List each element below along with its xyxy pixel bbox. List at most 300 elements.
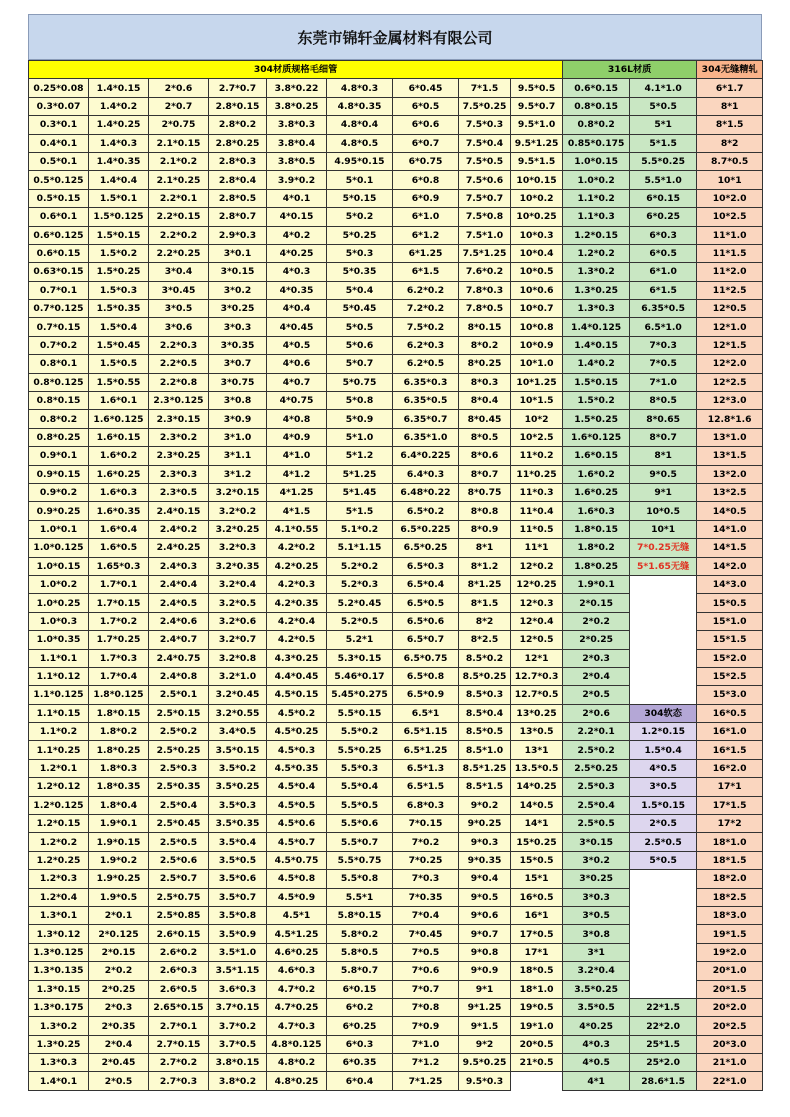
table-cell: 14*3.0: [697, 575, 763, 593]
table-cell: 6.5*0.3: [393, 557, 459, 575]
table-cell: 1.2*0.2: [29, 833, 89, 851]
table-cell: 5.1*1.15: [327, 539, 393, 557]
table-cell: 304软态: [630, 704, 697, 722]
table-cell: 12*0.5: [697, 300, 763, 318]
table-cell: 0.9*0.25: [29, 502, 89, 520]
table-cell: 1.6*0.4: [89, 520, 149, 538]
table-cell: 2.2*0.2: [149, 226, 209, 244]
table-cell: [630, 686, 697, 704]
table-cell: 7.5*0.2: [393, 318, 459, 336]
table-cell: 15*1.5: [697, 631, 763, 649]
table-cell: 19*2.0: [697, 943, 763, 961]
table-cell: 4.5*0.7: [267, 833, 327, 851]
table-cell: 8*1.5: [697, 116, 763, 134]
table-cell: 8*0.7: [630, 428, 697, 446]
table-cell: 1.7*0.25: [89, 631, 149, 649]
table-cell: 0.8*0.25: [29, 428, 89, 446]
table-cell: 3.7*0.5: [209, 1035, 267, 1053]
table-row: [29, 134, 763, 152]
table-cell: 9*2: [459, 1035, 511, 1053]
table-cell: 4.2*0.25: [267, 557, 327, 575]
table-cell: 2.9*0.3: [209, 226, 267, 244]
table-cell: 6*1.5: [393, 263, 459, 281]
table-cell: 7.6*0.2: [459, 263, 511, 281]
table-cell: 7*0.5: [393, 943, 459, 961]
table-cell: 6*1.5: [630, 281, 697, 299]
table-cell: 2.4*0.25: [149, 539, 209, 557]
table-cell: 0.7*0.1: [29, 281, 89, 299]
table-cell: 2*0.6: [149, 79, 209, 97]
table-cell: 14*1.5: [697, 539, 763, 557]
table-cell: 1.5*0.15: [563, 373, 630, 391]
table-cell: 2.6*0.15: [149, 925, 209, 943]
table-cell: 3.5*0.4: [209, 833, 267, 851]
table-cell: 4.7*0.3: [267, 1017, 327, 1035]
table-cell: 17*1: [697, 778, 763, 796]
table-cell: 2.4*0.8: [149, 667, 209, 685]
table-cell: 6*1.2: [393, 226, 459, 244]
table-cell: 0.6*0.1: [29, 208, 89, 226]
table-cell: 6.5*0.7: [393, 631, 459, 649]
table-cell: 7.5*0.4: [459, 134, 511, 152]
table-cell: 6.5*1.15: [393, 723, 459, 741]
table-row: [29, 97, 763, 115]
table-cell: 5*0.45: [327, 300, 393, 318]
table-cell: [630, 612, 697, 630]
table-cell: 1.3*0.3: [563, 300, 630, 318]
table-cell: 6*0.7: [393, 134, 459, 152]
table-cell: 16*1.0: [697, 723, 763, 741]
table-cell: 4*0.1: [267, 189, 327, 207]
table-cell: 4.95*0.15: [327, 152, 393, 170]
table-cell: 1.5*0.55: [89, 373, 149, 391]
table-cell: 3.2*0.4: [563, 962, 630, 980]
table-cell: 2.8*0.4: [209, 171, 267, 189]
table-cell: 10*0.6: [511, 281, 563, 299]
table-cell: 3.2*0.8: [209, 649, 267, 667]
table-cell: 4.2*0.5: [267, 631, 327, 649]
table-cell: 1.7*0.2: [89, 612, 149, 630]
table-cell: 3*0.5: [630, 778, 697, 796]
table-cell: 8.5*0.4: [459, 704, 511, 722]
table-cell: 0.5*0.125: [29, 171, 89, 189]
table-cell: 4.5*0.4: [267, 778, 327, 796]
table-cell: 0.8*0.2: [563, 116, 630, 134]
table-cell: 5*1.45: [327, 483, 393, 501]
table-cell: 2.2*0.5: [149, 355, 209, 373]
table-cell: 14*1.0: [697, 520, 763, 538]
table-cell: 7*0.8: [393, 998, 459, 1016]
table-cell: 5.3*0.15: [327, 649, 393, 667]
table-cell: 1.6*0.2: [563, 465, 630, 483]
table-cell: 12.8*1.6: [697, 410, 763, 428]
table-row: [29, 226, 763, 244]
table-cell: 3*0.3: [209, 318, 267, 336]
table-cell: [630, 962, 697, 980]
table-cell: 7*0.5: [630, 355, 697, 373]
table-cell: 0.8*0.125: [29, 373, 89, 391]
company-title: 东莞市锦轩金属材料有限公司: [297, 28, 493, 47]
table-cell: 4.5*0.75: [267, 851, 327, 869]
table-cell: 6.5*0.6: [393, 612, 459, 630]
table-cell: 0.3*0.1: [29, 116, 89, 134]
table-cell: 2.5*0.3: [563, 778, 630, 796]
table-row: [29, 998, 763, 1016]
table-cell: 18*2.0: [697, 870, 763, 888]
table-cell: 7.5*1.0: [459, 226, 511, 244]
header-304-capillary: 304材质规格毛细管: [29, 61, 563, 79]
table-cell: 10*0.15: [511, 171, 563, 189]
table-cell: 4.6*0.3: [267, 962, 327, 980]
table-cell: 4.5*1.25: [267, 925, 327, 943]
table-cell: 7.5*0.6: [459, 171, 511, 189]
table-cell: 1.5*0.25: [563, 410, 630, 428]
table-cell: 5*1.0: [327, 428, 393, 446]
table-cell: 1.3*0.1: [29, 906, 89, 924]
table-cell: 2.65*0.15: [149, 998, 209, 1016]
table-cell: 3.6*0.3: [209, 980, 267, 998]
table-cell: 3*0.45: [149, 281, 209, 299]
table-cell: 3*0.4: [149, 263, 209, 281]
table-cell: 8*0.2: [459, 336, 511, 354]
table-cell: 13*1: [511, 741, 563, 759]
table-cell: 4.3*0.25: [267, 649, 327, 667]
table-cell: 2.5*0.1: [149, 686, 209, 704]
table-row: [29, 980, 763, 998]
table-cell: 7*1.25: [393, 1072, 459, 1090]
table-cell: 6.35*0.5: [393, 392, 459, 410]
table-cell: 6*0.35: [327, 1054, 393, 1072]
table-cell: 3.2*0.7: [209, 631, 267, 649]
table-cell: 2*0.45: [89, 1054, 149, 1072]
table-cell: 9.5*1.25: [511, 134, 563, 152]
table-cell: 7.5*1.25: [459, 244, 511, 262]
table-cell: 1.5*0.2: [563, 392, 630, 410]
table-cell: 9.5*0.7: [511, 97, 563, 115]
table-cell: 5.46*0.17: [327, 667, 393, 685]
table-cell: 5.5*0.7: [327, 833, 393, 851]
table-cell: 6.5*0.4: [393, 575, 459, 593]
spec-table: [28, 60, 763, 1091]
table-cell: 9.5*1.0: [511, 116, 563, 134]
table-cell: 9*1: [459, 980, 511, 998]
table-cell: 3.5*1.0: [209, 943, 267, 961]
table-cell: 1.0*0.15: [563, 152, 630, 170]
table-cell: 13*2.0: [697, 465, 763, 483]
table-cell: 3*0.9: [209, 410, 267, 428]
table-cell: 2*0.25: [89, 980, 149, 998]
table-row: [29, 833, 763, 851]
table-cell: 10*1: [697, 171, 763, 189]
table-row: [29, 1035, 763, 1053]
table-cell: 17*2: [697, 815, 763, 833]
table-cell: 7*0.2: [393, 833, 459, 851]
table-cell: 4.5*0.9: [267, 888, 327, 906]
table-cell: 15*2.0: [697, 649, 763, 667]
table-cell: 9*1.25: [459, 998, 511, 1016]
table-cell: 4.2*0.2: [267, 539, 327, 557]
table-cell: 4*0.5: [630, 759, 697, 777]
table-cell: 5.5*1.0: [630, 171, 697, 189]
table-cell: 5*0.7: [327, 355, 393, 373]
table-cell: 0.6*0.15: [29, 244, 89, 262]
table-cell: 2.5*0.35: [149, 778, 209, 796]
table-cell: 2*0.3: [563, 649, 630, 667]
table-cell: 20*1.5: [697, 980, 763, 998]
table-row: [29, 336, 763, 354]
table-cell: 0.8*0.2: [29, 410, 89, 428]
table-cell: 1.5*0.3: [89, 281, 149, 299]
table-cell: 11*1.5: [697, 244, 763, 262]
table-cell: 4*0.3: [563, 1035, 630, 1053]
table-cell: 8.5*1.25: [459, 759, 511, 777]
table-cell: 6*0.15: [630, 189, 697, 207]
table-cell: 6*0.6: [393, 116, 459, 134]
table-cell: 0.5*0.15: [29, 189, 89, 207]
table-cell: 5*0.75: [327, 373, 393, 391]
table-row: [29, 318, 763, 336]
table-cell: 10*2: [511, 410, 563, 428]
table-cell: 3.5*0.7: [209, 888, 267, 906]
table-cell: 20*2.5: [697, 1017, 763, 1035]
table-cell: 7*0.3: [630, 336, 697, 354]
table-cell: 20*2.0: [697, 998, 763, 1016]
table-cell: 3.2*0.6: [209, 612, 267, 630]
table-cell: 8*2: [697, 134, 763, 152]
table-cell: 3*0.2: [209, 281, 267, 299]
table-cell: 3.5*0.2: [209, 759, 267, 777]
table-cell: 1.1*0.25: [29, 741, 89, 759]
table-cell: 25*1.5: [630, 1035, 697, 1053]
table-cell: 3*1.0: [209, 428, 267, 446]
table-cell: 12*1.5: [697, 336, 763, 354]
table-row: [29, 962, 763, 980]
table-cell: 5.2*0.5: [327, 612, 393, 630]
table-row: [29, 851, 763, 869]
table-cell: 16*0.5: [697, 704, 763, 722]
table-cell: 1.4*0.2: [89, 97, 149, 115]
table-row: [29, 263, 763, 281]
table-cell: 1.9*0.2: [89, 851, 149, 869]
table-cell: 6*1.0: [393, 208, 459, 226]
table-cell: 8*0.7: [459, 465, 511, 483]
table-cell: 3*1.1: [209, 447, 267, 465]
table-cell: 6*0.25: [630, 208, 697, 226]
table-cell: 6.35*0.7: [393, 410, 459, 428]
table-cell: 3.5*0.5: [209, 851, 267, 869]
table-cell: 8*0.5: [459, 428, 511, 446]
table-cell: 1.5*0.125: [89, 208, 149, 226]
table-cell: 8.5*1.0: [459, 741, 511, 759]
table-cell: 9*0.5: [630, 465, 697, 483]
table-cell: 8*0.15: [459, 318, 511, 336]
table-cell: 8*1: [697, 97, 763, 115]
table-cell: 1.7*0.1: [89, 575, 149, 593]
table-cell: 1.1*0.1: [29, 649, 89, 667]
table-cell: 3*0.6: [149, 318, 209, 336]
table-cell: 1.6*0.2: [89, 447, 149, 465]
table-cell: 1.1*0.2: [563, 189, 630, 207]
table-cell: 6*0.15: [327, 980, 393, 998]
table-cell: 4*0.3: [267, 263, 327, 281]
table-cell: 1.4*0.1: [29, 1072, 89, 1090]
table-cell: 19*0.5: [511, 998, 563, 1016]
table-cell: 2*0.1: [89, 906, 149, 924]
table-cell: 14*0.25: [511, 778, 563, 796]
table-cell: 6.5*1.25: [393, 741, 459, 759]
table-cell: 10*0.9: [511, 336, 563, 354]
table-cell: 9*0.6: [459, 906, 511, 924]
table-cell: 4.8*0.25: [267, 1072, 327, 1090]
table-row: [29, 649, 763, 667]
table-cell: 2.4*0.2: [149, 520, 209, 538]
table-cell: 1.8*0.25: [563, 557, 630, 575]
table-row: [29, 575, 763, 593]
table-cell: 1.1*0.3: [563, 208, 630, 226]
table-cell: 6.35*1.0: [393, 428, 459, 446]
table-cell: 1.5*0.4: [630, 741, 697, 759]
table-cell: 6*0.4: [327, 1072, 393, 1090]
table-cell: 4*1: [563, 1072, 630, 1090]
table-cell: 6*0.5: [630, 244, 697, 262]
table-cell: 16*0.5: [511, 888, 563, 906]
table-row: [29, 208, 763, 226]
table-cell: 0.7*0.15: [29, 318, 89, 336]
table-cell: 8*2.5: [459, 631, 511, 649]
table-cell: 1.9*0.1: [563, 575, 630, 593]
table-cell: 6*1.7: [697, 79, 763, 97]
table-cell: 6.35*0.3: [393, 373, 459, 391]
table-row: [29, 300, 763, 318]
table-cell: 2.5*0.45: [149, 815, 209, 833]
table-cell: 2.5*0.4: [563, 796, 630, 814]
table-row: [29, 557, 763, 575]
table-cell: 2*0.15: [563, 594, 630, 612]
table-cell: 1.3*0.15: [29, 980, 89, 998]
table-cell: 0.3*0.07: [29, 97, 89, 115]
table-cell: 6*0.3: [327, 1035, 393, 1053]
table-cell: 11*0.2: [511, 447, 563, 465]
table-cell: 10*0.4: [511, 244, 563, 262]
table-cell: 2*0.4: [563, 667, 630, 685]
table-row: [29, 502, 763, 520]
table-cell: 1.0*0.2: [563, 171, 630, 189]
table-cell: [630, 888, 697, 906]
table-cell: 8.5*0.25: [459, 667, 511, 685]
table-cell: 8*0.3: [459, 373, 511, 391]
table-row: [29, 667, 763, 685]
table-cell: 9*0.7: [459, 925, 511, 943]
table-cell: 5*0.15: [327, 189, 393, 207]
table-cell: 2.4*0.4: [149, 575, 209, 593]
table-row: [29, 594, 763, 612]
table-cell: 10*2.5: [697, 208, 763, 226]
table-cell: 4.6*0.25: [267, 943, 327, 961]
table-cell: 1.4*0.25: [89, 116, 149, 134]
table-cell: 2.5*0.85: [149, 906, 209, 924]
table-cell: 3.8*0.5: [267, 152, 327, 170]
table-cell: 10*1.25: [511, 373, 563, 391]
table-cell: 2*0.5: [89, 1072, 149, 1090]
table-cell: 2.4*0.6: [149, 612, 209, 630]
table-cell: 1.9*0.15: [89, 833, 149, 851]
table-cell: 7.8*0.5: [459, 300, 511, 318]
table-cell: 2*0.5: [630, 815, 697, 833]
table-cell: 10*2.5: [511, 428, 563, 446]
table-cell: 5.2*0.3: [327, 575, 393, 593]
header-316l: 316L材质: [563, 61, 697, 79]
table-cell: 5*0.9: [327, 410, 393, 428]
table-cell: 10*0.7: [511, 300, 563, 318]
table-cell: 7.5*0.8: [459, 208, 511, 226]
table-cell: 4*1.25: [267, 483, 327, 501]
table-cell: 8*1.2: [459, 557, 511, 575]
table-cell: 4*0.5: [267, 336, 327, 354]
table-cell: 2.1*0.15: [149, 134, 209, 152]
table-cell: 7*0.9: [393, 1017, 459, 1035]
table-cell: 2.5*0.6: [149, 851, 209, 869]
table-cell: 4.8*0.5: [327, 134, 393, 152]
table-cell: 3.5*0.35: [209, 815, 267, 833]
table-cell: 6.5*0.2: [393, 502, 459, 520]
table-cell: 3.2*0.3: [209, 539, 267, 557]
table-cell: 1.0*0.1: [29, 520, 89, 538]
table-cell: 4.7*0.2: [267, 980, 327, 998]
table-cell: 15*0.5: [511, 851, 563, 869]
table-cell: 2*0.5: [563, 686, 630, 704]
table-row: [29, 759, 763, 777]
table-cell: 17*1: [511, 943, 563, 961]
table-cell: 12*1: [511, 649, 563, 667]
table-cell: 2*0.15: [89, 943, 149, 961]
table-cell: 19*1.0: [511, 1017, 563, 1035]
table-cell: 4.5*0.35: [267, 759, 327, 777]
table-cell: 1.6*0.15: [563, 447, 630, 465]
table-cell: 2.3*0.3: [149, 465, 209, 483]
table-cell: 18*1.0: [511, 980, 563, 998]
table-cell: 4*1.2: [267, 465, 327, 483]
table-row: [29, 888, 763, 906]
table-cell: 4*0.15: [267, 208, 327, 226]
table-cell: 25*2.0: [630, 1054, 697, 1072]
table-row: [29, 483, 763, 501]
table-cell: 1.8*0.15: [563, 520, 630, 538]
table-cell: 2.8*0.25: [209, 134, 267, 152]
table-cell: 18*0.5: [511, 962, 563, 980]
table-cell: 8*1: [459, 539, 511, 557]
table-row: [29, 392, 763, 410]
table-cell: 3*0.2: [563, 851, 630, 869]
table-cell: 1.8*0.125: [89, 686, 149, 704]
table-row: [29, 539, 763, 557]
table-cell: 2.2*0.1: [149, 189, 209, 207]
table-cell: 1.8*0.15: [89, 704, 149, 722]
table-cell: 1.0*0.2: [29, 575, 89, 593]
table-cell: 1.8*0.2: [563, 539, 630, 557]
table-cell: 4.2*0.4: [267, 612, 327, 630]
table-cell: 1.4*0.3: [89, 134, 149, 152]
table-cell: 14*0.5: [697, 502, 763, 520]
table-cell: 7*1.2: [393, 1054, 459, 1072]
table-cell: 15*0.5: [697, 594, 763, 612]
table-cell: 1.3*0.3: [29, 1054, 89, 1072]
table-cell: 5*1.5: [327, 502, 393, 520]
table-cell: 7.5*0.3: [459, 116, 511, 134]
table-cell: 1.2*0.15: [630, 723, 697, 741]
table-row: [29, 410, 763, 428]
table-cell: 12*0.4: [511, 612, 563, 630]
table-cell: 6.5*0.225: [393, 520, 459, 538]
